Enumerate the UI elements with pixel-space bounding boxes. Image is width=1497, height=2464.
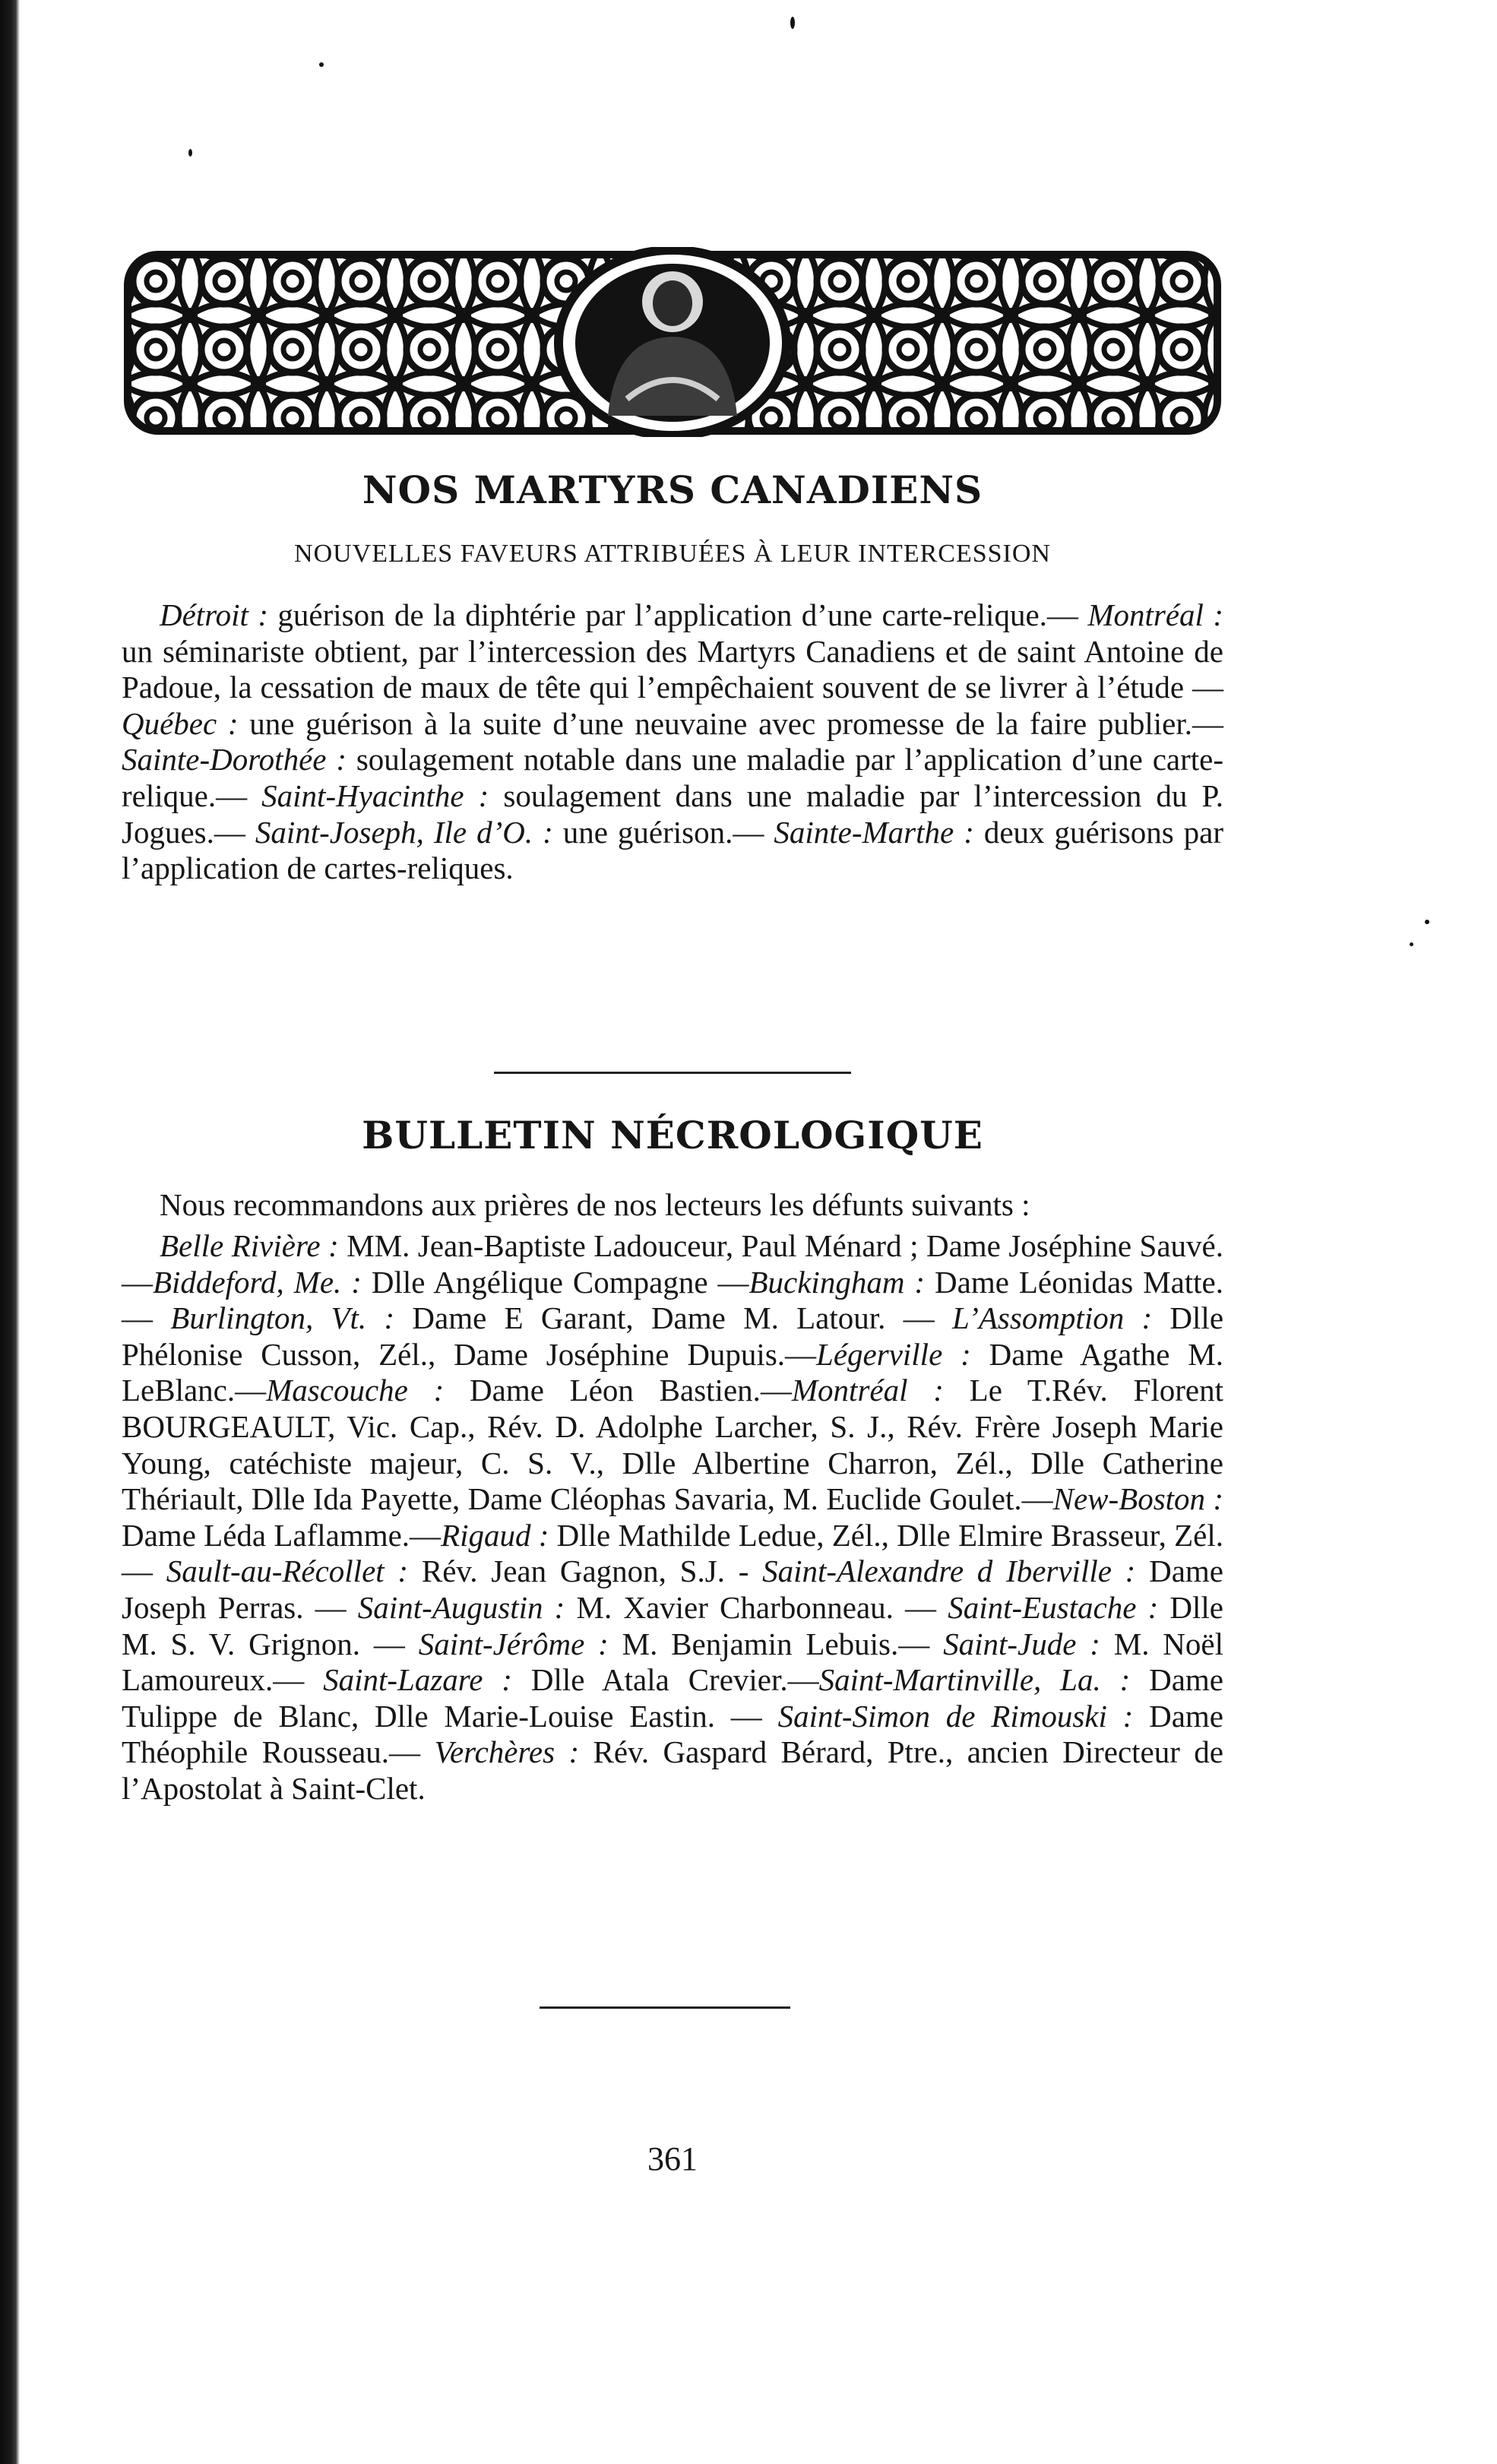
- entry-text: guérison de la diphtérie par l’application d’une carte-relique.—: [268, 597, 1088, 632]
- entry-text: Dame Joseph Perras. —: [122, 1553, 1224, 1625]
- entry-text: M. Noël Lamoureux.—: [122, 1626, 1224, 1698]
- place-name: Burlington, Vt. :: [170, 1300, 395, 1336]
- ink-speck: [319, 62, 324, 67]
- ink-speck: [1410, 942, 1413, 946]
- ink-speck: [188, 149, 192, 157]
- intro-line: Nous recommandons aux prières de nos lecteurs les défunts suivants :: [160, 1187, 1030, 1222]
- page-number: 361: [647, 2140, 698, 2177]
- entry-text: Rév. Jean Gagnon, S.J. -: [408, 1553, 763, 1589]
- section-title: BULLETIN NÉCROLOGIQUE: [362, 1113, 983, 1158]
- place-name: Saint-Lazare :: [323, 1662, 512, 1698]
- entry-text: deux guérisons par l’application de cartes-reliques.: [122, 814, 1224, 886]
- entry-text: soulagement notable dans une maladie par l’application d’une carte-relique.—: [122, 742, 1223, 813]
- place-name: Montréal :: [1087, 597, 1223, 632]
- entry-text: Dame Tulippe de Blanc, Dlle Marie-Louise Eastin. —: [122, 1662, 1223, 1734]
- place-name: Saint-Jérôme :: [418, 1626, 609, 1661]
- entry-text: Rév. Gaspard Bérard, Ptre., ancien Directeur de l’Apostolat à Saint-Clet.: [122, 1734, 1223, 1806]
- entry-text: Dlle Mathilde Ledue, Zél., Dlle Elmire Brasseur, Zél.—: [122, 1517, 1223, 1589]
- place-name: Saint-Jude :: [943, 1626, 1100, 1661]
- place-name: Saint-Alexandre d Iberville :: [762, 1553, 1136, 1589]
- entry-text: Dame E Garant, Dame M. Latour. —: [394, 1300, 952, 1336]
- place-name: Légerville :: [816, 1336, 971, 1372]
- divider-rule: [494, 1072, 851, 1074]
- place-name: Sainte-Marthe :: [774, 814, 974, 850]
- entry-text: Dlle M. S. V. Grignon. —: [122, 1589, 1223, 1661]
- place-name: Saint-Simon de Rimouski :: [777, 1698, 1134, 1734]
- entry-text: soulagement dans une maladie par l’intercession du P. Jogues.—: [122, 778, 1223, 850]
- section-subtitle: NOUVELLES FAVEURS ATTRIBUÉES À LEUR INTERCESSION: [294, 540, 1051, 568]
- divider-rule: [540, 2006, 790, 2009]
- entry-text: Dlle Angélique Compagne —: [361, 1264, 749, 1300]
- place-name: Québec :: [122, 705, 239, 741]
- entry-text: Dame Léonidas Matte. —: [122, 1264, 1223, 1336]
- entry-text: Dlle Atala Crevier.—: [511, 1662, 819, 1698]
- necrology-paragraph: [122, 1228, 1223, 1807]
- ink-speck: [790, 17, 795, 29]
- place-name: Saint-Martinville, La. :: [818, 1662, 1131, 1698]
- place-name: Montréal :: [791, 1373, 944, 1408]
- place-name: Saint-Hyacinthe :: [261, 778, 489, 813]
- entry-text: M. Xavier Charbonneau. —: [565, 1589, 948, 1625]
- entry-text: Dame Théophile Rousseau.—: [122, 1698, 1223, 1770]
- ink-speck: [1425, 920, 1429, 924]
- place-name: Saint-Eustache :: [948, 1589, 1159, 1625]
- entry-text: MM. Jean-Baptiste Ladouceur, Paul Ménard ; Dame Joséphine Sauvé.—: [122, 1228, 1223, 1300]
- place-name: Sainte-Dorothée :: [122, 742, 347, 778]
- place-name: New-Boston :: [1052, 1481, 1224, 1517]
- entry-text: Dame Léon Bastien.—: [444, 1373, 792, 1408]
- place-name: Sault-au-Récollet :: [166, 1553, 409, 1589]
- place-name: Buckingham :: [748, 1264, 926, 1300]
- entry-text: une guérison.—: [552, 814, 774, 850]
- favors-paragraph: [122, 597, 1223, 887]
- book-spine-shadow: [0, 0, 20, 2464]
- place-name: Belle Rivière :: [160, 1228, 339, 1263]
- entry-text: une guérison à la suite d’une neuvaine avec promesse de la faire publier.—: [238, 705, 1223, 741]
- place-name: Biddeford, Me. :: [153, 1264, 362, 1300]
- entry-text: Dame Agathe M. LeBlanc.—: [122, 1336, 1223, 1408]
- decorative-headpiece: [122, 247, 1223, 437]
- entry-text: Le T.Rév. Florent BOURGEAULT, Vic. Cap., Rév. D. Adolphe Larcher, S. J., Rév. Frère Joseph Marie Young, catéchiste majeur, C. S. V., Dlle Albertine Charron, Zél., Dlle Catherine Thériault, Dlle Ida Payette, Dame Cléophas Savaria, M. Euclide Goulet.—: [122, 1373, 1223, 1517]
- place-name: Détroit :: [160, 597, 268, 632]
- entry-text: Dame Léda Laflamme.—: [122, 1517, 442, 1553]
- place-name: Verchères :: [434, 1734, 580, 1770]
- entry-text: M. Benjamin Lebuis.—: [608, 1626, 944, 1661]
- place-name: Rigaud :: [441, 1517, 549, 1553]
- entry-text: Dlle Phélonise Cusson, Zél., Dame Joséphine Dupuis.—: [122, 1300, 1224, 1372]
- section-title: NOS MARTYRS CANADIENS: [362, 467, 983, 512]
- place-name: Saint-Joseph, Ile d’O. :: [255, 814, 553, 850]
- place-name: Mascouche :: [266, 1373, 445, 1408]
- entry-text: un séminariste obtient, par l’intercession des Martyrs Canadiens et de saint Antoine de Padoue, la cessation de maux de tête qui l’empêchaient souvent de se livrer à l’étude —: [122, 633, 1223, 705]
- place-name: L’Assomption :: [951, 1300, 1153, 1336]
- place-name: Saint-Augustin :: [357, 1589, 565, 1625]
